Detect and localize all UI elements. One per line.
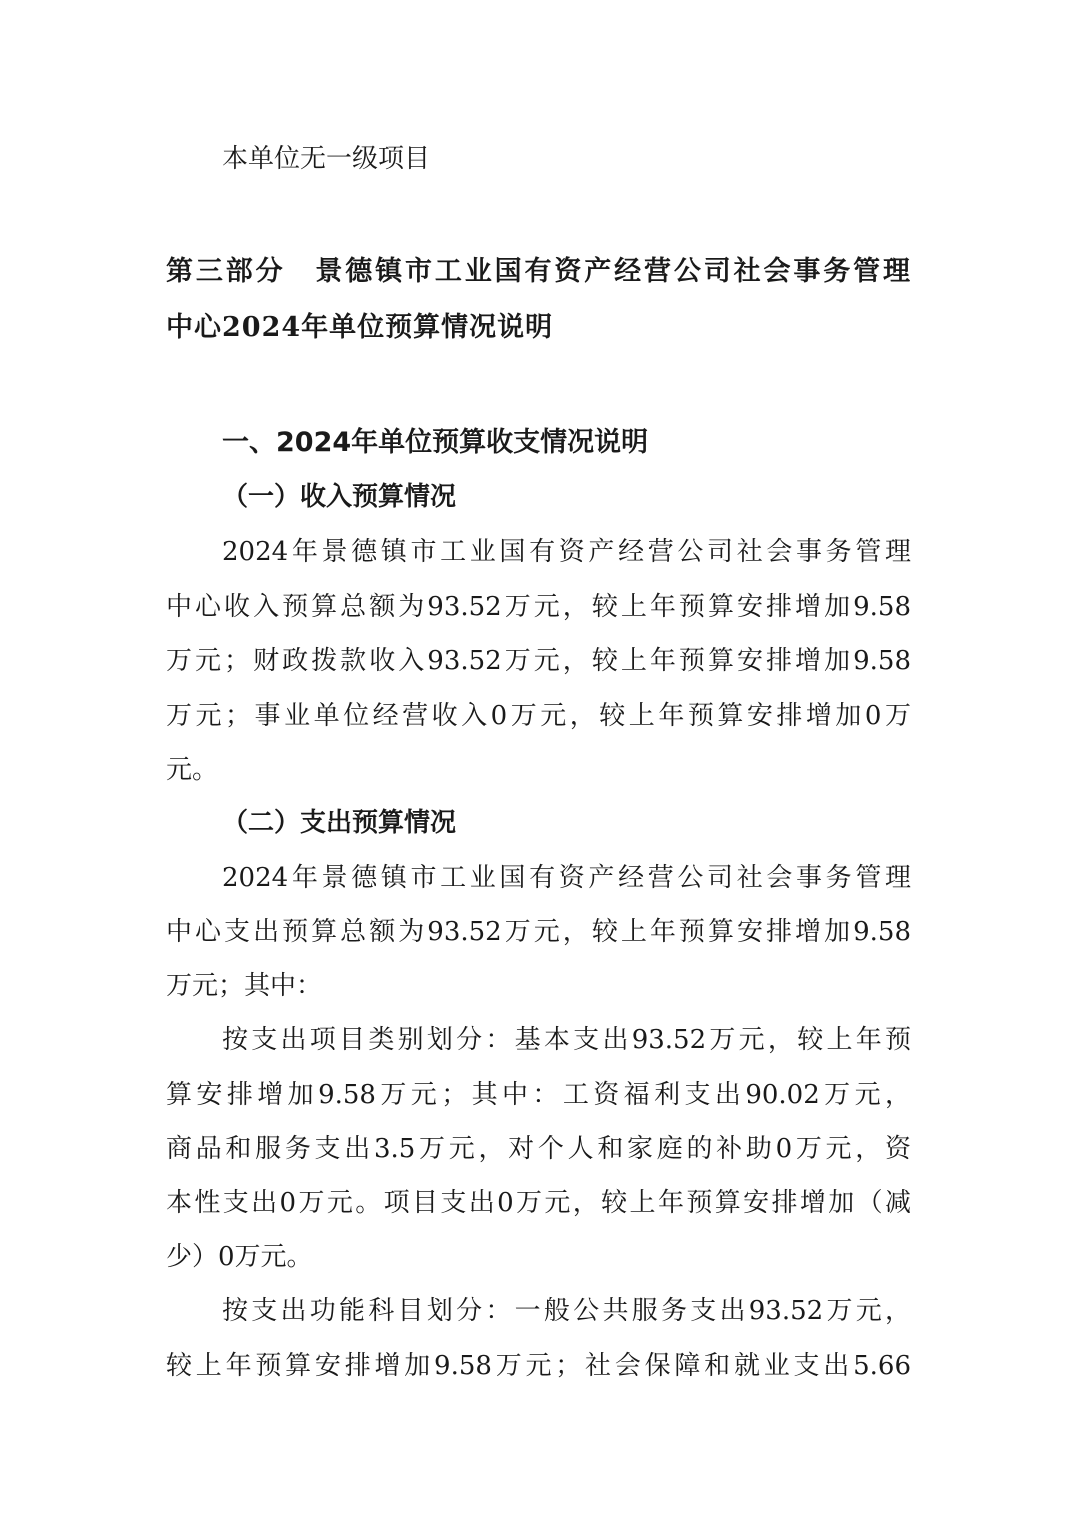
expense-paragraph-line: 2024年景德镇市工业国有资产经营公司社会事务管理	[222, 863, 911, 893]
no-first-level-project-text: 本单位无一级项目	[222, 144, 431, 174]
part-three-title-line-2: 中心2024年单位预算情况说明	[166, 312, 554, 343]
income-paragraph-line: 万元；事业单位经营收入0万元，较上年预算安排增加0万	[166, 701, 911, 731]
expense-by-function-line: 按支出功能科目划分：一般公共服务支出93.52万元，	[222, 1296, 911, 1326]
expense-by-category-line: 本性支出0万元。项目支出0万元，较上年预算安排增加（减	[166, 1188, 911, 1218]
income-budget-title: （一）收入预算情况	[222, 482, 457, 512]
expense-by-category-line: 少）0万元。	[166, 1242, 313, 1272]
income-paragraph-line: 元。	[166, 755, 219, 785]
expense-by-category-line: 商品和服务支出3.5万元，对个人和家庭的补助0万元，资	[166, 1134, 911, 1164]
expense-paragraph-line: 万元；其中：	[166, 971, 323, 1001]
expense-paragraph-line: 中心支出预算总额为93.52万元，较上年预算安排增加9.58	[166, 917, 911, 947]
expense-by-category-line: 按支出项目类别划分：基本支出93.52万元，较上年预	[222, 1025, 911, 1055]
expense-budget-title: （二）支出预算情况	[222, 808, 457, 838]
income-paragraph-line: 中心收入预算总额为93.52万元，较上年预算安排增加9.58	[166, 592, 911, 622]
income-paragraph-line: 2024年景德镇市工业国有资产经营公司社会事务管理	[222, 537, 911, 567]
part-three-title-line-1: 第三部分 景德镇市工业国有资产经营公司社会事务管理	[166, 256, 911, 287]
expense-by-category-line: 算安排增加9.58万元；其中：工资福利支出90.02万元，	[166, 1080, 911, 1110]
section-one-title: 一、2024年单位预算收支情况说明	[222, 427, 649, 458]
expense-by-function-line: 较上年预算安排增加9.58万元；社会保障和就业支出5.66	[166, 1351, 911, 1381]
income-paragraph-line: 万元；财政拨款收入93.52万元，较上年预算安排增加9.58	[166, 646, 911, 676]
